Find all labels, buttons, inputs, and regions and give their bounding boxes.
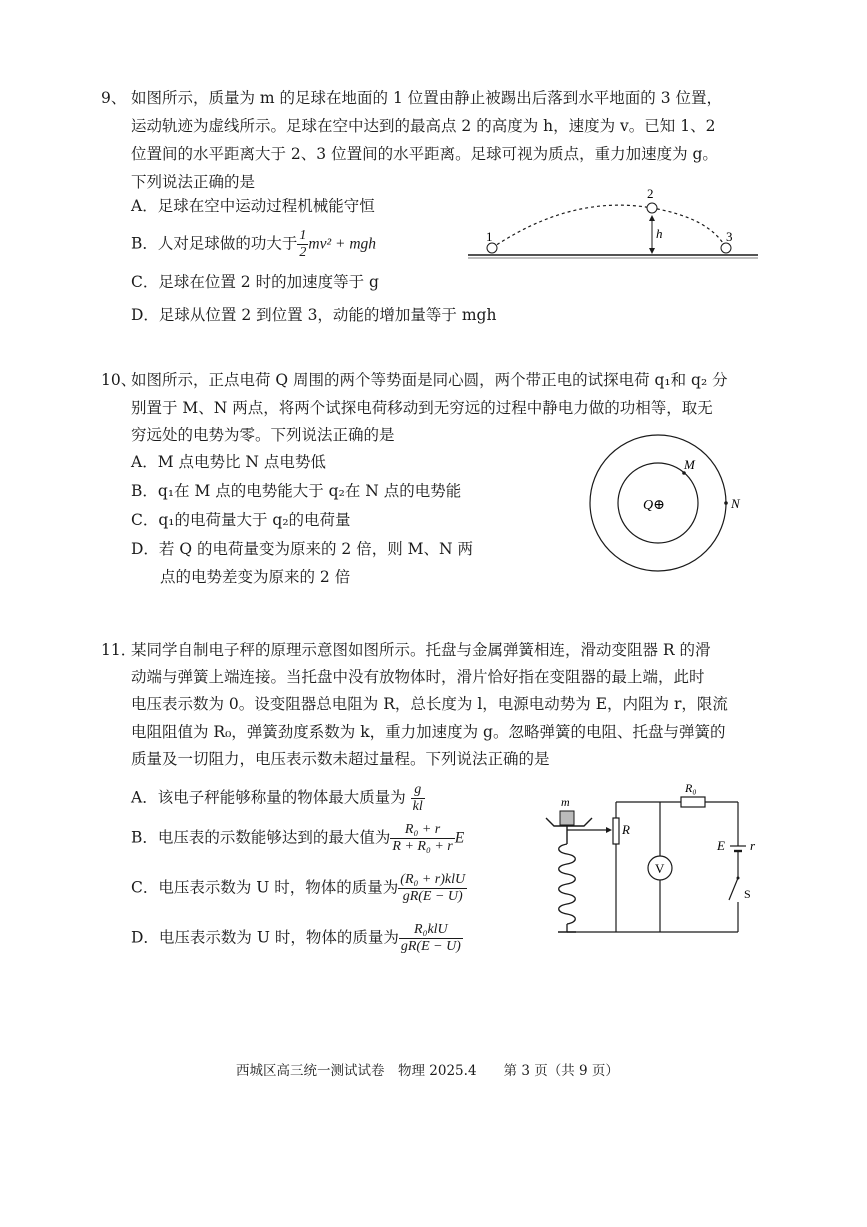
q10-stem-line-3: 穷远处的电势为零。下列说法正确的是	[131, 426, 395, 444]
q9-option-d: D．足球从位置 2 到位置 3，动能的增加量等于 mgh	[131, 306, 497, 324]
q9-stem-line-3: 位置间的水平距离大于 2、3 位置间的水平距离。足球可视为质点，重力加速度为 g。	[131, 145, 718, 163]
label-v: V	[655, 861, 665, 876]
page-footer: 西城区高三统一测试试卷 物理 2025.4 第 3 页（共 9 页）	[236, 1063, 619, 1079]
height-arrow-bottom	[649, 248, 655, 254]
q11-option-c-prefix: C．电压表示数为 U 时，物体的质量为	[131, 878, 399, 897]
q11-option-c	[131, 872, 467, 905]
q11-option-c-denominator: gR(E − U)	[402, 889, 463, 904]
q10-stem-line-1: 如图所示，正点电荷 Q 周围的两个等势面是同心圆，两个带正电的试探电荷 q₁和 q₂ 分	[131, 371, 728, 389]
ball-position-1	[487, 243, 497, 253]
q9-stem-line-1: 如图所示，质量为 m 的足球在地面的 1 位置由静止被踢出后落到水平地面的 3 位置，	[131, 89, 722, 107]
label-r-internal: r	[750, 838, 756, 853]
q11-option-d-prefix: D．电压表示数为 U 时，物体的质量为	[131, 928, 399, 947]
q10-equipotential-figure	[588, 430, 748, 580]
q11-option-d-fraction	[399, 922, 463, 955]
q9-option-b-suffix: mv² + mgh	[308, 235, 377, 253]
q11-stem-line-1: 某同学自制电子秤的原理示意图如图所示。托盘与金属弹簧相连，滑动变阻器 R 的滑	[131, 641, 711, 659]
q9-option-b-denominator: 2	[299, 245, 307, 260]
q11-option-d-denominator: gR(E − U)	[400, 939, 461, 954]
q11-option-b-numerator: R₀ + r	[390, 822, 454, 839]
q11-option-b	[131, 822, 464, 855]
q11-option-a-denominator: kl	[412, 799, 423, 814]
q11-circuit-figure	[536, 780, 764, 948]
q11-option-a-fraction	[411, 782, 425, 815]
q9-option-b	[131, 228, 376, 261]
q11-stem-line-3: 电压表示数为 0。设变阻器总电阻为 R，总长度为 l，电源电动势为 E，内阻为 r，限流	[131, 695, 728, 713]
label-r: R	[622, 822, 630, 837]
q11-option-a-prefix: A．该电子秤能够称量的物体最大质量为	[131, 788, 406, 807]
point-n	[724, 501, 728, 505]
slider-tip	[606, 827, 612, 833]
label-1: 1	[486, 229, 493, 244]
q11-option-b-prefix: B．电压表的示数能够达到的最大值为	[131, 828, 391, 847]
label-n: N	[731, 496, 740, 511]
q11-option-a	[131, 782, 425, 815]
q10-stem-line-2: 别置于 M、N 两点，将两个试探电荷移动到无穷远的过程中静电力做的功相等，取无	[131, 399, 713, 417]
q10-option-d-line-1: D．若 Q 的电荷量变为原来的 2 倍，则 M、N 两	[131, 540, 473, 558]
q9-option-b-prefix: B．人对足球做的功大于	[131, 234, 298, 253]
q9-stem-line-4: 下列说法正确的是	[131, 173, 256, 191]
spring	[559, 844, 576, 924]
switch-contact	[737, 877, 740, 880]
q9-option-b-numerator: 1	[299, 228, 307, 243]
q11-stem-line-5: 质量及一切阻力，电压表示数未超过量程。下列说法正确的是	[131, 750, 550, 768]
label-m: M	[684, 457, 695, 472]
height-arrow-top	[649, 215, 655, 221]
label-s: S	[744, 887, 751, 901]
q9-stem-line-2: 运动轨迹为虚线所示。足球在空中达到的最高点 2 的高度为 h，速度为 v。已知 1、2	[131, 117, 716, 135]
q10-option-c: C．q₁的电荷量大于 q₂的电荷量	[131, 511, 351, 529]
mass-block	[560, 811, 574, 825]
q11-option-d	[131, 922, 463, 955]
label-h: h	[656, 226, 663, 241]
q10-number: 10、	[101, 371, 137, 389]
ball-position-2	[647, 203, 657, 213]
q11-stem-line-4: 电阻阻值为 R₀，弹簧劲度系数为 k，重力加速度为 g。忽略弹簧的电阻、托盘与弹簧的	[131, 723, 726, 741]
q11-stem-line-2: 动端与弹簧上端连接。当托盘中没有放物体时，滑片恰好指在变阻器的最上端，此时	[131, 668, 705, 686]
q10-option-b: B．q₁在 M 点的电势能大于 q₂在 N 点的电势能	[131, 482, 462, 500]
q9-option-a: A．足球在空中运动过程机械能守恒	[131, 197, 375, 215]
q11-option-b-suffix: E	[454, 829, 465, 847]
q11-option-d-numerator: R₀klU	[399, 922, 463, 939]
label-m: m	[561, 795, 570, 809]
rheostat-r	[613, 818, 619, 844]
q9-option-c: C．足球在位置 2 时的加速度等于 g	[131, 273, 379, 291]
q11-option-c-fraction	[398, 872, 467, 905]
label-e: E	[717, 838, 725, 853]
resistor-r0	[681, 797, 705, 807]
q10-option-d-line-2: 点的电势差变为原来的 2 倍	[160, 568, 351, 586]
q9-number: 9、	[101, 89, 127, 107]
q11-option-b-denominator: R + R₀ + r	[392, 839, 453, 854]
q11-number: 11．	[101, 641, 137, 659]
label-3: 3	[726, 229, 733, 244]
q10-option-a: A．M 点电势比 N 点电势低	[131, 453, 326, 471]
ball-position-3	[721, 243, 731, 253]
switch-s	[729, 878, 738, 900]
q11-option-c-numerator: (R₀ + r)klU	[400, 872, 466, 887]
q11-option-b-fraction	[390, 822, 454, 855]
q9-option-b-fraction	[297, 228, 308, 261]
trajectory-path	[492, 205, 726, 248]
q9-trajectory-figure	[462, 184, 760, 266]
q11-option-a-numerator: g	[411, 782, 425, 799]
label-2: 2	[647, 186, 654, 201]
label-r0: R₀	[685, 781, 697, 795]
label-q: Q⊕	[643, 498, 665, 513]
